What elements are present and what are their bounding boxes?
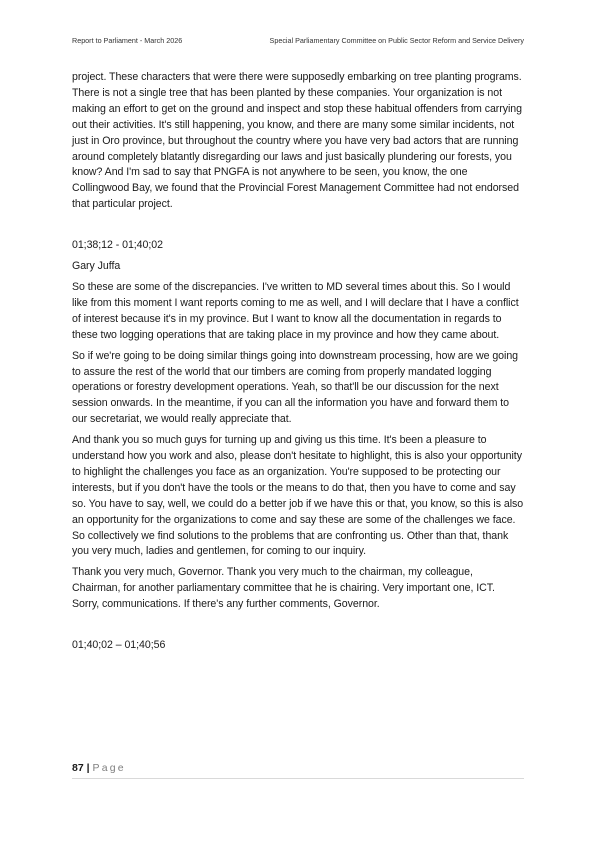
header-report-title: Report to Parliament - March 2026 bbox=[72, 36, 183, 45]
page-label: Page bbox=[92, 762, 126, 774]
timestamp: 01;40;02 – 01;40;56 bbox=[72, 639, 166, 652]
header-committee-name: Special Parliamentary Committee on Public Sector Reform and Service Delivery bbox=[269, 36, 524, 45]
timestamp: 01;38;12 - 01;40;02 bbox=[72, 239, 163, 252]
paragraph: So if we're going to be doing similar things going into downstream processing, how are we going to assure the rest of the world that our timbers are coming from properly mandated logging operations or forestry development operations. Yeah, so that'll be our discussion for the next session onwards. In the meantime, if you can all the information you have and forward them to our secretariat, we would really appreciate that. bbox=[72, 349, 518, 426]
page-header bbox=[72, 36, 524, 50]
page-footer bbox=[72, 762, 524, 779]
paragraph: Thank you very much, Governor. Thank you very much to the chairman, my colleague, Chairman, for another parliamentary committee that he is chairing. Very important one, ICT. Sorry, communications. If there's any further comments, Governor. bbox=[72, 566, 495, 611]
page-number: 87 bbox=[72, 762, 84, 774]
paragraph-intro: project. These characters that were there were supposedly embarking on tree planting programs. There is not a single tree that has been planted by these companies. Your organization is not making an effort to get on the ground and inspect and stop these habitual offenders from carrying out their activities. It's still happening, you know, and there are many some similar incidents, not just in Oro province, but throughout the country where you have very bad actors that are running around completely blatantly disregarding our laws and just basically plundering our forests, you know? And I'm sad to say that PNGFA is not anywhere to be seen, you know, the one Collingwood Bay, we found that the Provincial Forest Management Committee had not endorsed that particular project. bbox=[72, 71, 522, 211]
paragraph: So these are some of the discrepancies. I've written to MD several times about this. So I would like from this moment I want reports coming to me as well, and I will declare that I have a conflict of interest because it's in my province. But I want to know all the documentation in regards to these two logging operations that are taking place in my province and how they came about. bbox=[72, 280, 519, 341]
speaker-name: Gary Juffa bbox=[72, 260, 121, 273]
page-separator: | bbox=[86, 762, 90, 774]
transcript-body bbox=[72, 70, 524, 659]
paragraph: And thank you so much guys for turning up and giving us this time. It's been a pleasure to understand how you work and also, please don't hesitate to highlight, this is also your opportunity to highlight the challenges you face as an organization. You're supposed to be protecting our interests, but if you don't have the tools or the means to do that, then you have to come and say so. You have to say, well, we could do a better job if we have this or that, you know, so this is also an opportunity for the organizations to come and say these are some of the challenges we face. So collectively we find solutions to the problems that are confronting us. Other than that, thank you very much, ladies and gentlemen, for coming to our inquiry. bbox=[72, 434, 524, 558]
